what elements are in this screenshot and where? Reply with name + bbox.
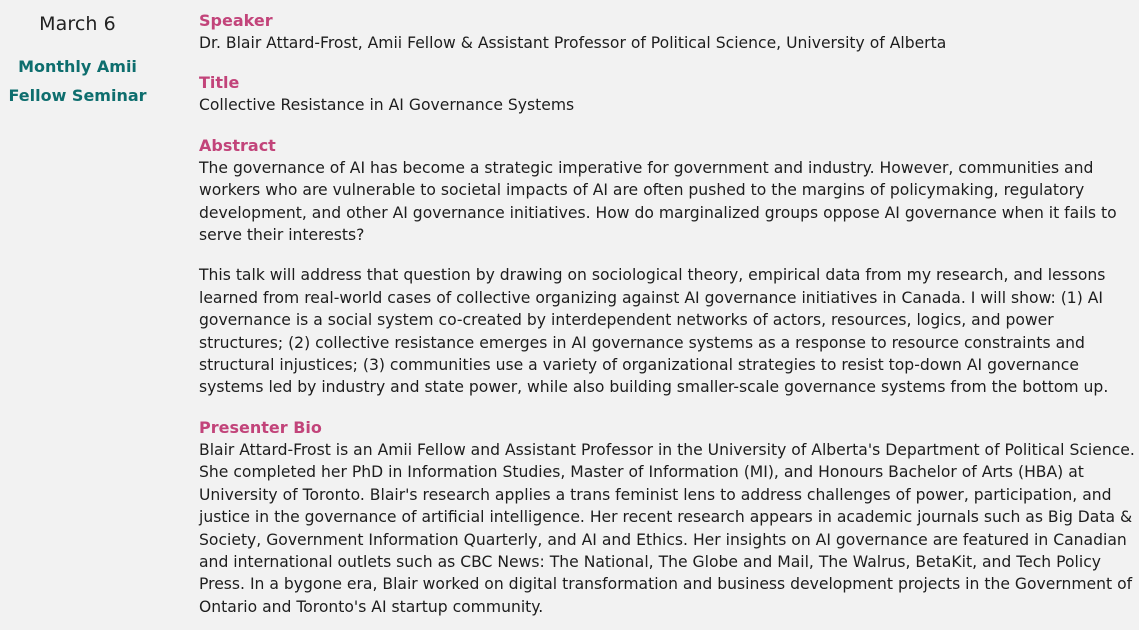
event-date: March 6	[39, 13, 116, 35]
title-section	[199, 72, 1135, 116]
speaker-text: Dr. Blair Attard-Frost, Amii Fellow & Assistant Professor of Political Science, University of Alberta	[199, 34, 947, 52]
event-series-line1: Monthly Amii	[18, 57, 137, 76]
speaker-heading: Speaker	[199, 11, 273, 30]
abstract-section	[199, 135, 1135, 399]
abstract-paragraph-1: The governance of AI has become a strategic imperative for government and industry. However, communities and workers who are vulnerable to societal impacts of AI are often pushed to the margins of policymaking, regulatory development, and other AI governance initiatives. How do marginalized groups oppose AI governance when it fails to serve their interests?	[199, 158, 1117, 245]
abstract-heading: Abstract	[199, 135, 276, 155]
event-series	[0, 52, 155, 110]
title-text: Collective Resistance in AI Governance Systems	[199, 96, 575, 115]
event-sidebar	[0, 0, 155, 110]
speaker-section	[199, 10, 1135, 54]
event-series-line2: Fellow Seminar	[8, 86, 147, 105]
bio-section	[199, 417, 1135, 618]
bio-heading: Presenter Bio	[199, 417, 322, 437]
title-heading: Title	[199, 73, 240, 93]
event-details	[199, 10, 1135, 618]
abstract-paragraph-2: This talk will address that question by drawing on sociological theory, empirical data from my research, and lessons learned from real-world cases of collective organizing against AI governance initiatives in Canada. I will show: (1) AI governance is a social system co-created by interdependent networks of actors, resources, logics, and power structures; (2) collective resistance emerges in AI governance systems as a response to resource constraints and structural injustices; (3) communities use a variety of organizational strategies to resist top-down AI governance systems led by industry and state power, while also building smaller-scale governance systems from the bottom up.	[199, 266, 1109, 397]
bio-text: Blair Attard-Frost is an Amii Fellow and Assistant Professor in the University of Alberta's Department of Political Science. She completed her PhD in Information Studies, Master of Information (MI), and Honours Bachelor of Arts (HBA) at University of Toronto. Blair's research applies a trans feminist lens to address challenges of power, participation, and justice in the governance of artificial intelligence. Her recent research appears in academic journals such as Big Data & Society, Government Information Quarterly, and AI and Ethics. Her insights on AI governance are featured in Canadian and international outlets such as CBC News: The National, The Globe and Mail, The Walrus, BetaKit, and Tech Policy Press. In a bygone era, Blair worked on digital transformation and business development projects in the Government of Ontario and Toronto's AI startup community.	[199, 440, 1135, 616]
